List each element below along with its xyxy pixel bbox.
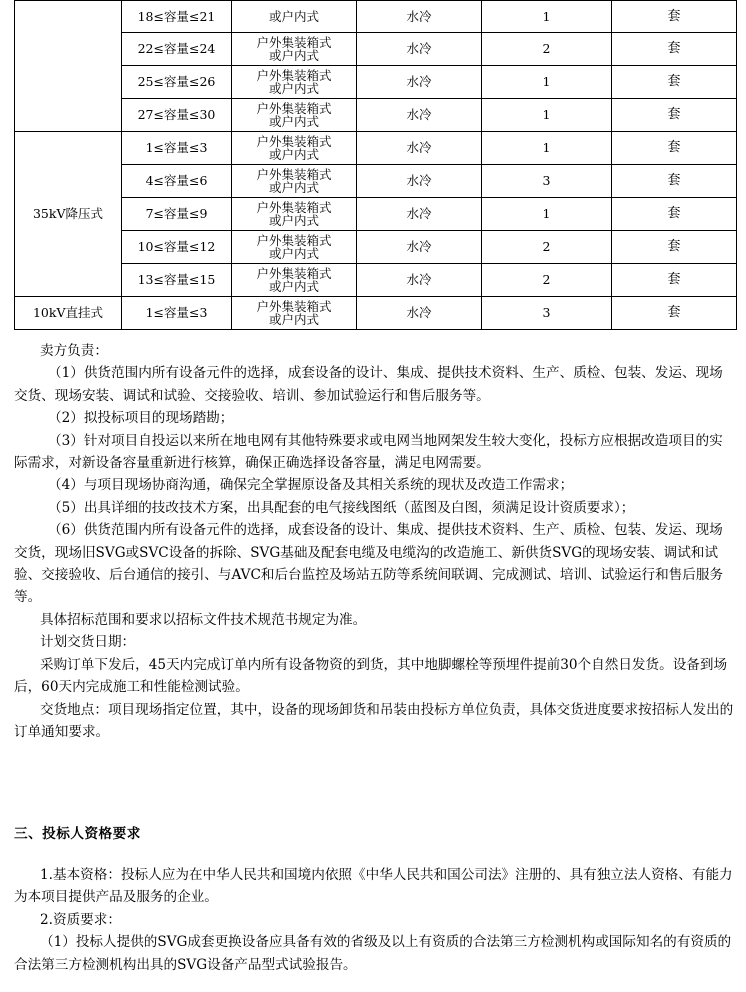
unit-cell: 套 — [612, 99, 737, 132]
quantity-cell: 1 — [482, 99, 612, 132]
install-type-line2: 或户内式 — [268, 147, 319, 162]
quantity-cell: 3 — [482, 165, 612, 198]
capacity-cell: 7≤容量≤9 — [122, 198, 232, 231]
unit-cell: 套 — [612, 231, 737, 264]
paragraph: 采购订单下发后，45天内完成订单内所有设备物资的到货，其中地脚螺栓等预埋件提前30个自然日发货。设备到场后，60天内完成施工和性能检测试验。 — [14, 656, 728, 696]
capacity-cell: 27≤容量≤30 — [122, 99, 232, 132]
cooling-cell: 水冷 — [357, 198, 482, 231]
install-type-cell — [232, 1, 357, 33]
cooling-cell: 水冷 — [357, 1, 482, 33]
capacity-cell: 22≤容量≤24 — [122, 33, 232, 66]
paragraph: （2）拟投标项目的现场踏勘； — [48, 410, 234, 427]
install-type-line1: 户外集装箱式 — [256, 265, 332, 281]
capacity-cell: 18≤容量≤21 — [122, 1, 232, 33]
paragraph: 卖方负责： — [40, 343, 108, 359]
paragraph: （1）投标人提供的SVG成套更换设备应具备有效的省级及以上有资质的合法第三方检测机构或国际知名的有资质的合法第三方检测机构出具的SVG设备产品型式试验报告。 — [14, 934, 732, 973]
table-row — [15, 165, 737, 198]
capacity-cell: 25≤容量≤26 — [122, 66, 232, 99]
paragraph: （6）供货范围内所有设备元件的选择，成套设备的设计、集成、提供技术资料、生产、质检、包装、发运、现场交货，现场旧SVG或SVC设备的拆除、SVG基础及配套电缆及电缆沟的改造施工、新供货SVG的现场安装、调试和试验、交接验收、后台通信的接引、与AVC和后台监控及场站五防等系统间联调、完成测试、培训、试验运行和售后服务等。 — [14, 522, 724, 606]
device-type-cell: 10kV直挂式 — [15, 297, 122, 330]
install-type-line1: 户外集装箱式 — [256, 199, 332, 215]
paragraph: （1）供货范围内所有设备元件的选择，成套设备的设计、集成、提供技术资料、生产、质检、包装、发运、现场交货、现场安装、调试和试验、交接验收、培训、参加试验运行和售后服务等。 — [14, 365, 723, 404]
unit-cell: 套 — [612, 165, 737, 198]
install-type-line2: 或户内式 — [268, 114, 319, 129]
install-type-line2: 或户内式 — [268, 8, 319, 24]
install-type-line2: 或户内式 — [268, 312, 319, 327]
cooling-cell: 水冷 — [357, 297, 482, 330]
cooling-cell: 水冷 — [357, 99, 482, 132]
paragraph: 1.基本资格：投标人应为在中华人民共和国境内依照《中华人民共和国公司法》注册的、具有独立法人资格、有能力为本项目提供产品及服务的企业。 — [14, 867, 733, 906]
unit-cell: 套 — [612, 264, 737, 297]
quantity-cell: 2 — [482, 231, 612, 264]
unit-cell: 套 — [612, 132, 737, 165]
paragraph: 2.资质要求： — [40, 911, 121, 928]
install-type-line2: 或户内式 — [268, 48, 319, 63]
cooling-cell: 水冷 — [357, 165, 482, 198]
device-type-cell — [15, 1, 122, 132]
install-type-cell — [232, 264, 357, 297]
section-heading: 三、投标人资格要求 — [14, 826, 141, 842]
table-row — [15, 99, 737, 132]
install-type-line1: 户外集装箱式 — [256, 67, 332, 83]
quantity-cell: 1 — [482, 66, 612, 99]
unit-cell: 套 — [612, 66, 737, 99]
device-type-cell: 35kV降压式 — [15, 132, 122, 297]
table-row — [15, 231, 737, 264]
paragraph: （4）与项目现场协商沟通，确保完全掌握原设备及其相关系统的现状及改造工作需求； — [48, 477, 574, 494]
install-type-cell — [232, 198, 357, 231]
table-row — [15, 33, 737, 66]
install-type-line2: 或户内式 — [268, 213, 319, 228]
unit-cell: 套 — [612, 297, 737, 330]
cooling-cell: 水冷 — [357, 33, 482, 66]
cooling-cell: 水冷 — [357, 231, 482, 264]
quantity-cell: 1 — [482, 132, 612, 165]
install-type-cell — [232, 231, 357, 264]
install-type-line2: 或户内式 — [268, 180, 319, 195]
install-type-line2: 或户内式 — [268, 279, 319, 294]
capacity-cell: 1≤容量≤3 — [122, 297, 232, 330]
capacity-cell: 1≤容量≤3 — [122, 132, 232, 165]
table-row — [15, 264, 737, 297]
table-row — [15, 198, 737, 231]
cooling-cell: 水冷 — [357, 132, 482, 165]
paragraph: 交货地点：项目现场指定位置，其中，设备的现场卸货和吊装由投标方单位负责，具体交货进度要求按招标人发出的订单通知要求。 — [14, 701, 734, 740]
install-type-line1: 户外集装箱式 — [256, 100, 332, 116]
install-type-cell — [232, 99, 357, 132]
table-row — [15, 66, 737, 99]
install-type-line1: 户外集装箱式 — [256, 133, 332, 149]
install-type-line2: 或户内式 — [268, 81, 319, 96]
quantity-cell: 2 — [482, 33, 612, 66]
table-row — [15, 132, 737, 165]
install-type-line2: 或户内式 — [268, 246, 319, 261]
install-type-cell — [232, 165, 357, 198]
quantity-cell: 1 — [482, 1, 612, 33]
equipment-table — [14, 0, 737, 330]
scope-section — [14, 340, 736, 743]
capacity-cell: 13≤容量≤15 — [122, 264, 232, 297]
table-row — [15, 297, 737, 330]
paragraph: 计划交货日期： — [40, 634, 136, 651]
paragraph: （3）针对项目自投运以来所在地电网有其他特殊要求或电网当地网架发生较大变化，投标方应根据改造项目的实际需求，对新设备容量重新进行核算，确保正确选择设备容量，满足电网需要。 — [14, 432, 723, 472]
install-type-cell — [232, 132, 357, 165]
install-type-line1: 户外集装箱式 — [256, 166, 332, 182]
unit-cell: 套 — [612, 33, 737, 66]
install-type-cell — [232, 66, 357, 99]
unit-cell: 套 — [612, 1, 737, 33]
cooling-cell: 水冷 — [357, 66, 482, 99]
quantity-cell: 1 — [482, 198, 612, 231]
cooling-cell: 水冷 — [357, 264, 482, 297]
quantity-cell: 3 — [482, 297, 612, 330]
table-row — [15, 1, 737, 33]
install-type-line1: 户外集装箱式 — [256, 232, 332, 248]
capacity-cell: 10≤容量≤12 — [122, 231, 232, 264]
install-type-line1: 户外集装箱式 — [256, 298, 332, 314]
paragraph: （5）出具详细的技改技术方案，出具配套的电气接线图纸（蓝图及白图，须满足设计资质要求）； — [48, 499, 635, 516]
install-type-line1: 户外集装箱式 — [256, 34, 332, 50]
paragraph: 具体招标范围和要求以招标文件技术规范书规定为准。 — [40, 611, 367, 628]
quantity-cell: 2 — [482, 264, 612, 297]
qualification-section — [14, 864, 736, 976]
capacity-cell: 4≤容量≤6 — [122, 165, 232, 198]
unit-cell: 套 — [612, 198, 737, 231]
install-type-cell — [232, 297, 357, 330]
install-type-cell — [232, 33, 357, 66]
